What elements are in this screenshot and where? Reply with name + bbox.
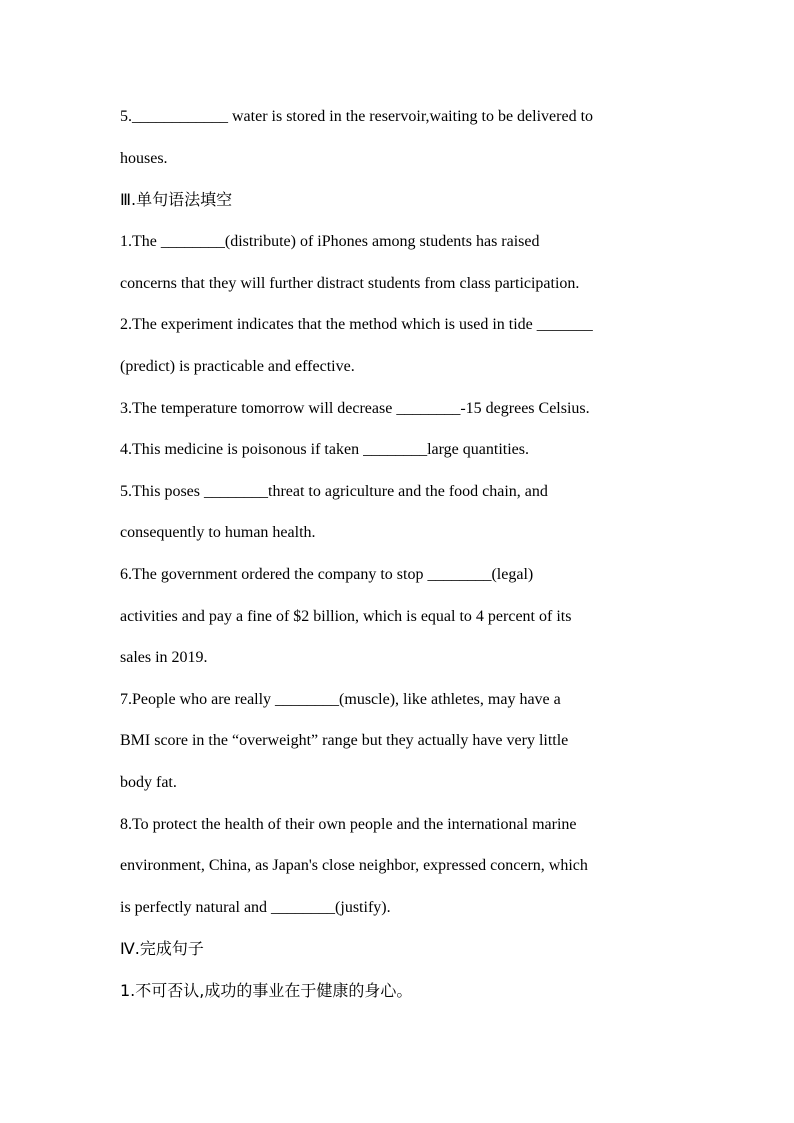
- text-line: is perfectly natural and ________(justify).: [120, 899, 391, 916]
- text-line: (predict) is practicable and effective.: [120, 358, 355, 375]
- text-line: 7.People who are really ________(muscle), like athletes, may have a: [120, 691, 561, 708]
- text-line: 2.The experiment indicates that the method which is used in tide _______: [120, 316, 593, 333]
- text-line: activities and pay a fine of $2 billion, which is equal to 4 percent of its: [120, 608, 572, 625]
- text-line: 1.不可否认,成功的事业在于健康的身心。: [120, 981, 413, 1000]
- text-line: sales in 2019.: [120, 649, 208, 666]
- text-line: body fat.: [120, 774, 177, 791]
- text-line: consequently to human health.: [120, 524, 316, 541]
- text-line: 6.The government ordered the company to stop ________(legal): [120, 566, 534, 583]
- text-line: environment, China, as Japan's close neighbor, expressed concern, which: [120, 857, 588, 874]
- section-heading: Ⅳ.完成句子: [120, 939, 204, 958]
- text-line: 3.The temperature tomorrow will decrease ________-15 degrees Celsius.: [120, 400, 590, 417]
- text-line: houses.: [120, 150, 168, 167]
- section-heading: Ⅲ.单句语法填空: [120, 190, 233, 209]
- text-line: 5.____________ water is stored in the reservoir,waiting to be delivered to: [120, 108, 594, 125]
- text-line: 5.This poses ________threat to agriculture and the food chain, and: [120, 483, 548, 500]
- text-line: 1.The ________(distribute) of iPhones among students has raised: [120, 233, 540, 250]
- text-line: concerns that they will further distract students from class participation.: [120, 275, 580, 292]
- text-line: 4.This medicine is poisonous if taken ________large quantities.: [120, 441, 529, 458]
- text-line: BMI score in the “overweight” range but they actually have very little: [120, 732, 569, 749]
- text-line: 8.To protect the health of their own people and the international marine: [120, 816, 577, 833]
